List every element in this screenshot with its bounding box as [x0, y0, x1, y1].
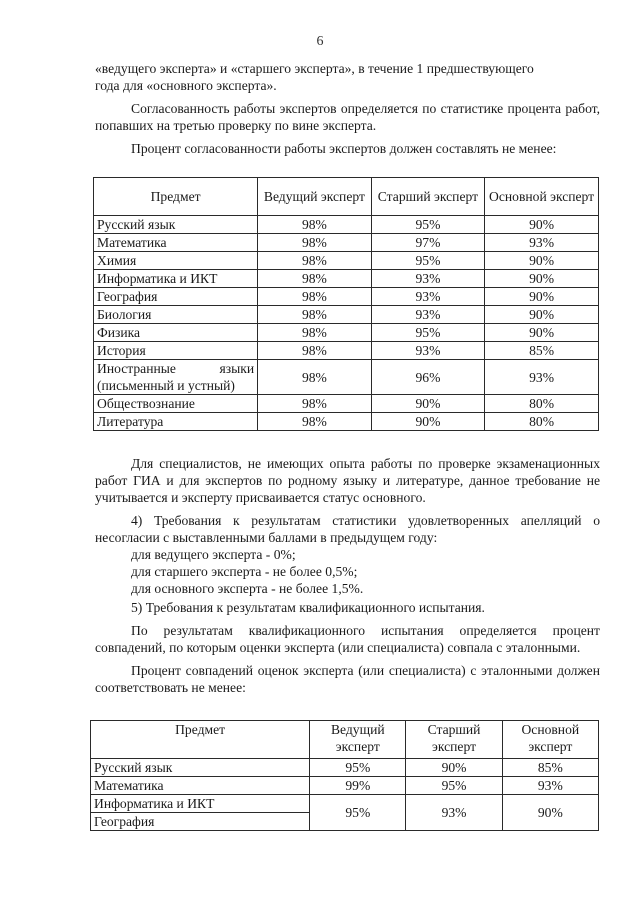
senior-cell: 93% — [371, 342, 484, 360]
main-cell: 90% — [485, 270, 599, 288]
subject-line: Информатика и ИКТ — [91, 795, 309, 813]
header-senior-expert: Старший эксперт — [371, 178, 484, 216]
subject-cell — [94, 360, 258, 395]
subject-cell: Биология — [94, 306, 258, 324]
senior-cell: 95% — [406, 777, 502, 795]
table-row — [91, 759, 599, 777]
header-senior-expert: Старший эксперт — [406, 721, 502, 759]
lead-cell: 98% — [258, 252, 372, 270]
senior-cell: 93% — [371, 288, 484, 306]
lead-cell: 98% — [258, 413, 372, 431]
main-cell: 90% — [485, 288, 599, 306]
subject-cell: География — [94, 288, 258, 306]
main-cell: 90% — [502, 795, 598, 831]
header-lead-expert: Ведущий эксперт — [310, 721, 406, 759]
subject-line: языки — [219, 361, 255, 376]
senior-cell: 96% — [371, 360, 484, 395]
table-row — [94, 288, 599, 306]
subject-cell: Химия — [94, 252, 258, 270]
header-main-expert: Основной эксперт — [502, 721, 598, 759]
main-cell: 90% — [485, 324, 599, 342]
table-row — [91, 777, 599, 795]
table-row — [94, 413, 599, 431]
senior-cell: 95% — [371, 216, 484, 234]
main-cell: 85% — [502, 759, 598, 777]
lead-cell: 98% — [258, 288, 372, 306]
table-row — [94, 234, 599, 252]
senior-cell: 93% — [371, 270, 484, 288]
table-row — [94, 270, 599, 288]
paragraph-consistency: Согласованность работы экспертов определяется по статистике процента работ, попавших на третью проверку по вине эксперта. — [95, 101, 600, 133]
subject-cell: Русский язык — [91, 759, 310, 777]
paragraph-appeals: 4) Требования к результатам статистики удовлетворенных апелляций о несогласии с выставленными баллами в предыдущем году: — [95, 513, 600, 545]
table-row — [91, 795, 599, 831]
main-cell: 93% — [502, 777, 598, 795]
table-row — [94, 252, 599, 270]
lead-cell: 98% — [258, 216, 372, 234]
senior-cell: 93% — [406, 795, 502, 831]
main-cell: 80% — [485, 413, 599, 431]
paragraph-continuation — [95, 60, 600, 94]
table-row — [94, 395, 599, 413]
lead-cell: 98% — [258, 342, 372, 360]
subject-line: География — [94, 814, 155, 829]
main-cell: 90% — [485, 216, 599, 234]
main-cell: 93% — [485, 360, 599, 395]
subject-cell: Обществознание — [94, 395, 258, 413]
lead-cell: 98% — [258, 270, 372, 288]
senior-cell: 93% — [371, 306, 484, 324]
lead-cell: 99% — [310, 777, 406, 795]
table-row — [94, 306, 599, 324]
senior-cell: 97% — [371, 234, 484, 252]
header-lead-expert: Ведущий эксперт — [258, 178, 372, 216]
table-header-row — [91, 721, 599, 759]
senior-cell: 95% — [371, 324, 484, 342]
subject-cell: История — [94, 342, 258, 360]
main-cell: 93% — [485, 234, 599, 252]
lead-cell: 95% — [310, 759, 406, 777]
lead-cell: 95% — [310, 795, 406, 831]
senior-cell: 95% — [371, 252, 484, 270]
list-item: для основного эксперта - не более 1,5%. — [131, 581, 364, 596]
subject-cell: Физика — [94, 324, 258, 342]
subject-line: (письменный и устный) — [97, 378, 235, 393]
senior-cell: 90% — [371, 395, 484, 413]
table-header-row — [94, 178, 599, 216]
main-cell: 90% — [485, 306, 599, 324]
paragraph-match-percent: Процент совпадений оценок эксперта (или специалиста) с эталонными должен соответствовать не менее: — [95, 663, 600, 695]
subject-cell: Математика — [94, 234, 258, 252]
list-item: для ведущего эксперта - 0%; — [131, 547, 296, 562]
paragraph-line: «ведущего эксперта» и «старшего эксперта», в течение 1 предшествующего — [95, 61, 534, 76]
table-row — [94, 216, 599, 234]
lead-cell: 98% — [258, 234, 372, 252]
paragraph-exception: Для специалистов, не имеющих опыта работы по проверке экзаменационных работ ГИА и для экспертов по родному языку и литературе, данное требование не учитывается и эксперту присваивается статус основного. — [95, 456, 600, 505]
subject-cell: Информатика и ИКТ — [94, 270, 258, 288]
subject-cell: Русский язык — [94, 216, 258, 234]
lead-cell: 98% — [258, 360, 372, 395]
subject-cell: Литература — [94, 413, 258, 431]
header-subject: Предмет — [94, 178, 258, 216]
document-body — [95, 60, 600, 831]
paragraph-consistency-percent: Процент согласованности работы экспертов должен составлять не менее: — [131, 141, 557, 156]
header-subject: Предмет — [91, 721, 310, 759]
qualification-table — [90, 720, 599, 831]
senior-cell: 90% — [406, 759, 502, 777]
table-row — [94, 324, 599, 342]
paragraph-qualification: По результатам квалификационного испытания определяется процент совпадений, по которым оценки эксперта (или специалиста) совпала с эталонными. — [95, 623, 600, 655]
page-number: 6 — [316, 34, 324, 49]
list-item: для старшего эксперта - не более 0,5%; — [131, 564, 358, 579]
main-cell: 90% — [485, 252, 599, 270]
main-cell: 80% — [485, 395, 599, 413]
paragraph-line: года для «основного эксперта». — [95, 78, 277, 93]
table-row — [94, 342, 599, 360]
senior-cell: 90% — [371, 413, 484, 431]
header-main-expert: Основной эксперт — [485, 178, 599, 216]
consistency-table — [93, 177, 599, 431]
lead-cell: 98% — [258, 395, 372, 413]
paragraph-qualification-heading: 5) Требования к результатам квалификационного испытания. — [131, 600, 485, 615]
table-row — [94, 360, 599, 395]
main-cell: 85% — [485, 342, 599, 360]
subject-line: Иностранные — [97, 361, 176, 376]
lead-cell: 98% — [258, 306, 372, 324]
lead-cell: 98% — [258, 324, 372, 342]
subject-cell — [91, 795, 310, 831]
subject-cell: Математика — [91, 777, 310, 795]
